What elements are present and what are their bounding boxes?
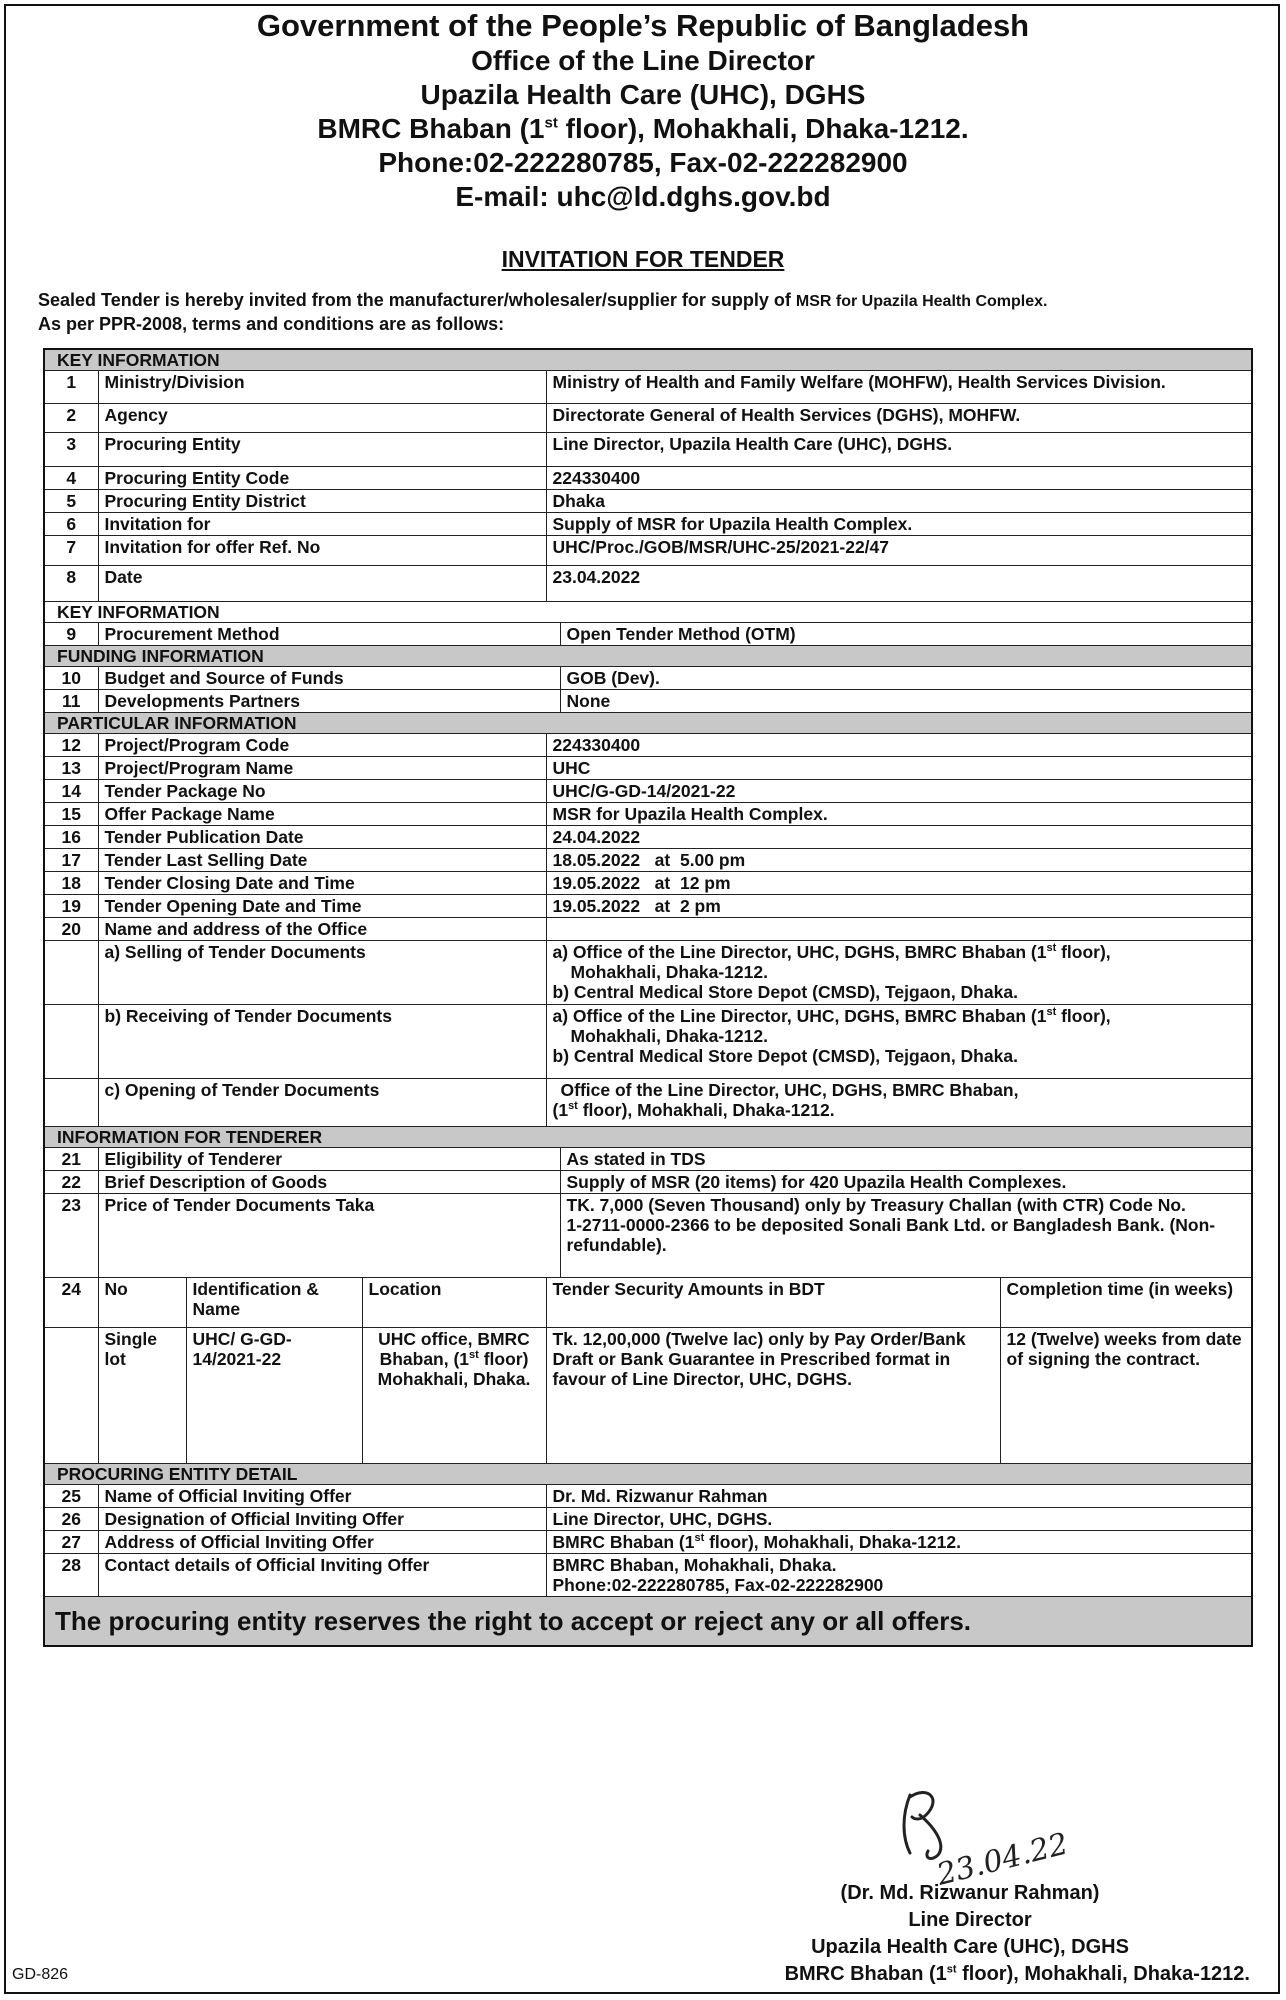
table-cell: 5 [44,490,98,513]
table-row [44,690,1252,713]
table-cell: KEY INFORMATION [44,602,1252,623]
table-cell: 1 [44,371,98,404]
table-cell: UHC/G-GD-14/2021-22 [546,780,1252,803]
table-cell: 27 [44,1531,98,1554]
table-cell: 13 [44,757,98,780]
table-cell: Tender Opening Date and Time [98,895,546,918]
table-cell: 17 [44,849,98,872]
table-cell: Brief Description of Goods [98,1171,560,1194]
section-header [44,1127,1252,1148]
table-cell: 14 [44,780,98,803]
office-receiving-row [44,1005,1252,1079]
table-cell: Contact details of Official Inviting Offer [98,1554,546,1597]
table-cell: 4 [44,467,98,490]
table-cell: 16 [44,826,98,849]
table-cell: 6 [44,513,98,536]
table-cell: 11 [44,690,98,713]
table-cell: Invitation for offer Ref. No [98,536,546,566]
table-cell: 24.04.2022 [546,826,1252,849]
table-cell: 21 [44,1148,98,1171]
table-cell: 8 [44,566,98,602]
table-cell: Procuring Entity District [98,490,546,513]
table-cell: 20 [44,918,98,941]
table-cell: Dr. Md. Rizwanur Rahman [546,1485,1252,1508]
table-cell: As stated in TDS [560,1148,1252,1171]
table-row [44,1485,1252,1508]
table-row [44,1531,1252,1554]
table-row [44,467,1252,490]
table-cell: Project/Program Code [98,734,546,757]
table-row [44,623,1252,646]
section-header [44,713,1252,734]
table-row [44,404,1252,433]
table-cell: Price of Tender Documents Taka [98,1194,560,1278]
office-selling-row [44,941,1252,1005]
table-cell: Date [98,566,546,602]
table-cell: 2 [44,404,98,433]
table-cell: Ministry of Health and Family Welfare (MOHFW), Health Services Division. [546,371,1252,404]
office-address: BMRC Bhaban (1st floor), Mohakhali, Dhaka-1212. [317,113,969,144]
table-cell: 23.04.2022 [546,566,1252,602]
table-cell: Designation of Official Inviting Offer [98,1508,546,1531]
table-cell: BMRC Bhaban (1st floor), Mohakhali, Dhaka-1212. [546,1531,1252,1554]
table-cell: 28 [44,1554,98,1597]
table-cell: UHC [546,757,1252,780]
table-cell [44,1328,98,1464]
table-row [44,895,1252,918]
table-cell: 24 [44,1278,98,1328]
table-row [44,872,1252,895]
section-header [44,1464,1252,1485]
signatory-address: BMRC Bhaban (1st floor), Mohakhali, Dhaka-1212. [784,1963,1250,1985]
signatory-name: (Dr. Md. Rizwanur Rahman) [840,1882,1100,1904]
table-row [44,513,1252,536]
footer-note: The procuring entity reserves the right to accept or reject any or all offers. [44,1597,1252,1647]
table-cell: 23 [44,1194,98,1278]
table-cell: KEY INFORMATION [44,349,1252,371]
table-cell: 26 [44,1508,98,1531]
table-cell: b) Receiving of Tender Documents [98,1005,546,1079]
table-cell: a) Office of the Line Director, UHC, DGHS, BMRC Bhaban (1st floor), Mohakhali, Dhaka-1212. b) Central Medical Store Depot (CMSD), Tejgaon, Dhaka. [546,941,1252,1005]
table-cell: Project/Program Name [98,757,546,780]
table-cell: 224330400 [546,467,1252,490]
table-cell: PROCURING ENTITY DETAIL [44,1464,1252,1485]
table-row [44,918,1252,941]
document-code: GD-826 [12,1966,69,1983]
table-row [44,371,1252,404]
table-cell: 12 [44,734,98,757]
table-row [44,536,1252,566]
section-header [44,646,1252,667]
table-cell: GOB (Dev). [560,667,1252,690]
table-cell: c) Opening of Tender Documents [98,1079,546,1127]
table-cell: 224330400 [546,734,1252,757]
letterhead [0,8,1286,214]
govt-title: Government of the People’s Republic of Bangladesh [256,8,1030,43]
table-cell: Address of Official Inviting Offer [98,1531,546,1554]
table-cell: 3 [44,433,98,467]
table-cell: Tender Publication Date [98,826,546,849]
table-row [44,826,1252,849]
table-cell: Tender Security Amounts in BDT [546,1278,1000,1328]
table-cell: Tender Closing Date and Time [98,872,546,895]
table-cell: Agency [98,404,546,433]
tender-table [43,348,1253,1647]
signatory-org: Upazila Health Care (UHC), DGHS [811,1936,1129,1958]
table-cell: BMRC Bhaban, Mohakhali, Dhaka. Phone:02-222280785, Fax-02-222282900 [546,1554,1252,1597]
table-cell: Completion time (in weeks) [1000,1278,1252,1328]
document-title: INVITATION FOR TENDER [501,246,785,272]
office-email: E-mail: uhc@ld.dghs.gov.bd [455,181,831,212]
footer-note-row [44,1597,1252,1647]
table-cell: Location [362,1278,546,1328]
table-cell: Ministry/Division [98,371,546,404]
lot-row [44,1328,1252,1464]
table-row [44,1171,1252,1194]
table-cell: 19.05.2022 at 12 pm [546,872,1252,895]
table-cell: UHC/Proc./GOB/MSR/UHC-25/2021-22/47 [546,536,1252,566]
table-row [44,1508,1252,1531]
table-cell: No [98,1278,186,1328]
table-cell: 18 [44,872,98,895]
table-cell: Offer Package Name [98,803,546,826]
signatory-designation: Line Director [908,1909,1032,1931]
section-header [44,602,1252,623]
table-cell: 15 [44,803,98,826]
table-cell: MSR for Upazila Health Complex. [546,803,1252,826]
table-cell: FUNDING INFORMATION [44,646,1252,667]
table-row [44,1148,1252,1171]
table-row [44,433,1252,467]
table-row [44,734,1252,757]
lot-table-header [44,1278,1252,1328]
table-row [44,667,1252,690]
table-cell: Open Tender Method (OTM) [560,623,1252,646]
table-cell: TK. 7,000 (Seven Thousand) only by Treasury Challan (with CTR) Code No. 1-2711-0000-2366 to be deposited Sonali Bank Ltd. or Bangladesh Bank. (Non-refundable). [560,1194,1252,1278]
office-phone: Phone:02-222280785, Fax-02-222282900 [378,147,908,178]
table-cell [44,1005,98,1079]
table-cell: Tender Last Selling Date [98,849,546,872]
table-cell: Eligibility of Tenderer [98,1148,560,1171]
table-cell: 19.05.2022 at 2 pm [546,895,1252,918]
table-cell: 10 [44,667,98,690]
table-cell: Procuring Entity Code [98,467,546,490]
table-cell: 9 [44,623,98,646]
table-cell: UHC office, BMRC Bhaban, (1st floor) Mohakhali, Dhaka. [362,1328,546,1464]
table-cell: Name and address of the Office [98,918,546,941]
signatory-block [690,1880,1250,1988]
table-cell [44,1079,98,1127]
table-row [44,490,1252,513]
signature-date: 23.04.22 [933,1826,1072,1893]
table-cell: Office of the Line Director, UHC, DGHS, BMRC Bhaban, (1st floor), Mohakhali, Dhaka-1212. [546,1079,1252,1127]
table-cell: 18.05.2022 at 5.00 pm [546,849,1252,872]
table-cell [546,918,1252,941]
table-cell: 7 [44,536,98,566]
table-cell: Supply of MSR (20 items) for 420 Upazila Health Complexes. [560,1171,1252,1194]
table-row [44,1194,1252,1278]
table-cell: Budget and Source of Funds [98,667,560,690]
table-cell: Invitation for [98,513,546,536]
table-cell: 22 [44,1171,98,1194]
office-name: Office of the Line Director [471,45,815,76]
intro-text: Sealed Tender is hereby invited from the manufacturer/wholesaler/supplier for supply of MSR for Upazila Health Complex. As per PPR-2008, terms and conditions are as follows: [38,290,1048,334]
table-cell: INFORMATION FOR TENDERER [44,1127,1252,1148]
table-cell: Tk. 12,00,000 (Twelve lac) only by Pay Order/Bank Draft or Bank Guarantee in Prescribed format in favour of Line Director, UHC, DGHS. [546,1328,1000,1464]
table-cell: 19 [44,895,98,918]
section-header [44,349,1252,371]
table-cell: Supply of MSR for Upazila Health Complex. [546,513,1252,536]
table-cell: Identification & Name [186,1278,362,1328]
table-cell: UHC/ G-GD-14/2021-22 [186,1328,362,1464]
table-cell: a) Selling of Tender Documents [98,941,546,1005]
table-cell: Name of Official Inviting Offer [98,1485,546,1508]
table-row [44,566,1252,602]
table-cell: a) Office of the Line Director, UHC, DGHS, BMRC Bhaban (1st floor), Mohakhali, Dhaka-1212. b) Central Medical Store Depot (CMSD), Tejgaon, Dhaka. [546,1005,1252,1079]
table-cell: Procuring Entity [98,433,546,467]
table-cell: Single lot [98,1328,186,1464]
table-cell: Line Director, Upazila Health Care (UHC), DGHS. [546,433,1252,467]
office-opening-row [44,1079,1252,1127]
table-cell: Dhaka [546,490,1252,513]
table-cell: None [560,690,1252,713]
table-row [44,757,1252,780]
table-cell: 12 (Twelve) weeks from date of signing the contract. [1000,1328,1252,1464]
table-cell: Directorate General of Health Services (DGHS), MOHFW. [546,404,1252,433]
table-row [44,1554,1252,1597]
handwritten-signature [880,1775,1100,1895]
table-row [44,780,1252,803]
table-row [44,849,1252,872]
table-cell [44,941,98,1005]
table-cell: Procurement Method [98,623,560,646]
office-unit: Upazila Health Care (UHC), DGHS [420,79,866,110]
table-cell: Line Director, UHC, DGHS. [546,1508,1252,1531]
table-cell: 25 [44,1485,98,1508]
table-cell: Tender Package No [98,780,546,803]
table-cell: Developments Partners [98,690,560,713]
table-cell: PARTICULAR INFORMATION [44,713,1252,734]
table-row [44,803,1252,826]
